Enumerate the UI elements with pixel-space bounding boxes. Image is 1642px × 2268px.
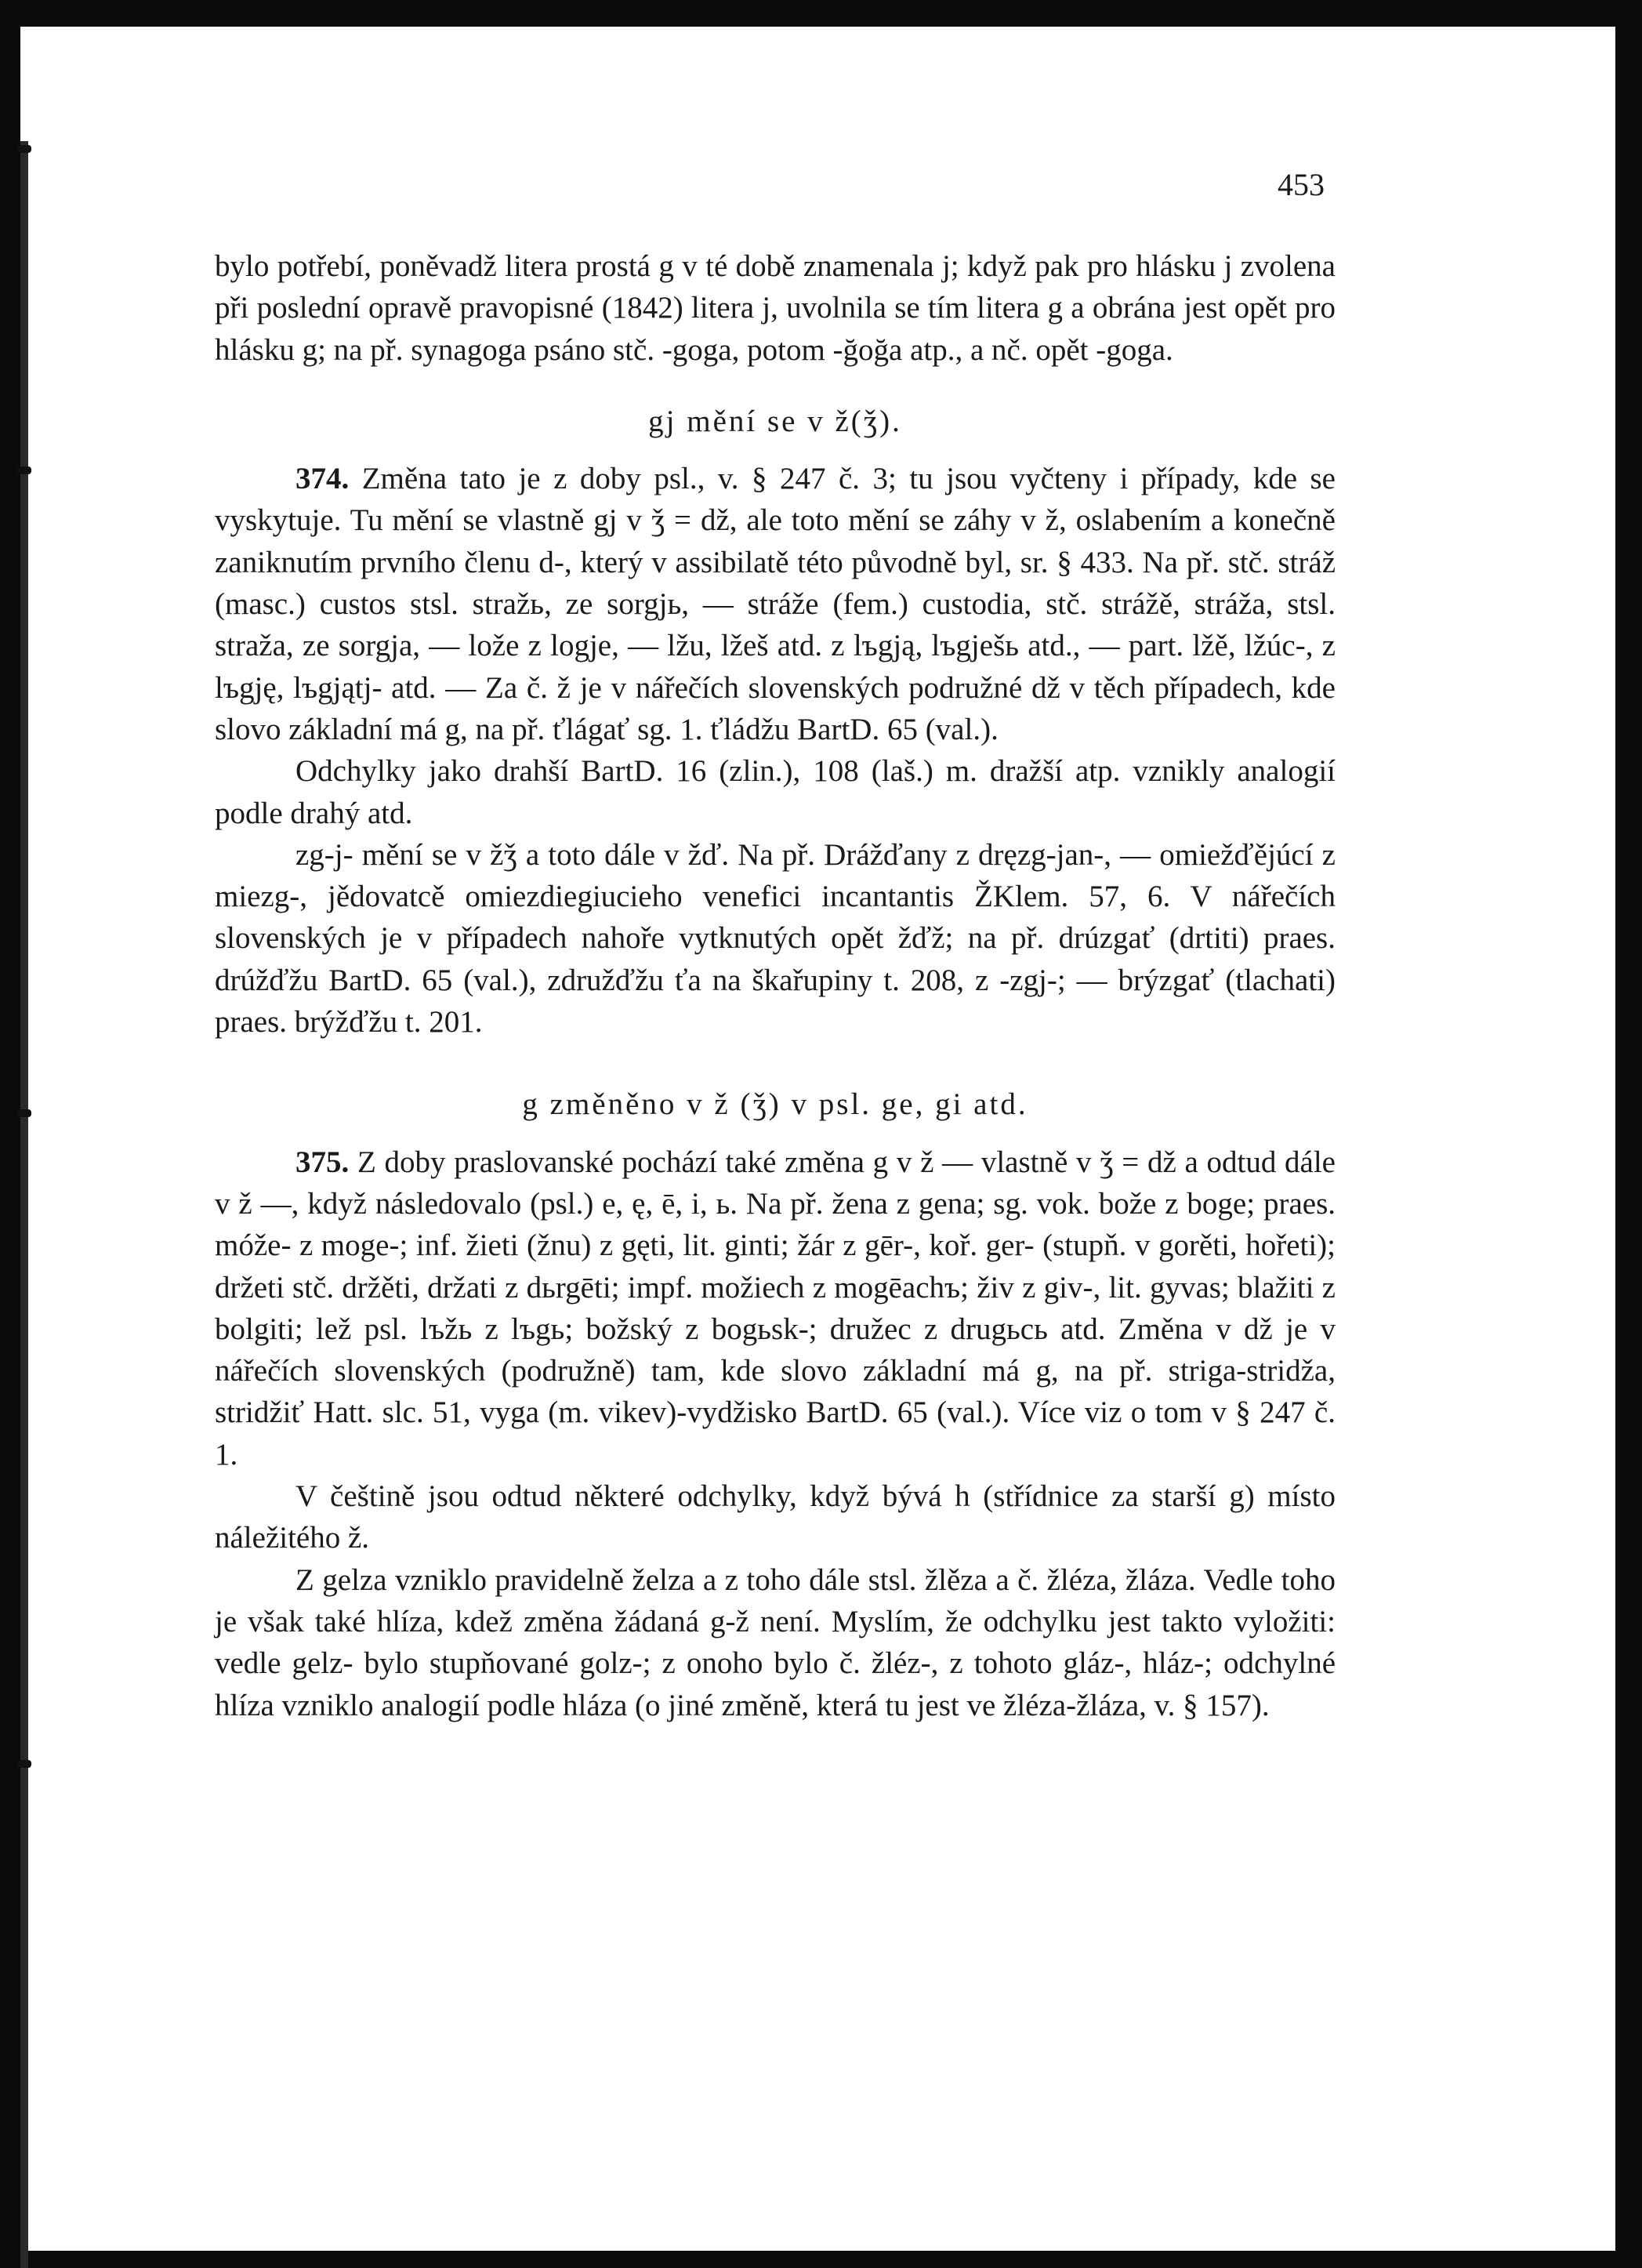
binding-mark — [17, 145, 31, 153]
scan-border-right — [1615, 0, 1642, 2268]
scan-border-left — [0, 0, 20, 2268]
binding-edge — [20, 141, 28, 2268]
paragraph-text: Změna tato je z doby psl., v. § 247 č. 3; tu jsou vyčteny i případy, kde se vyskytuje. Tu mění se vlastně gj v ǯ = dž, ale toto mění se záhy v ž, oslabením a konečně zaniknutím prvního členu d-, který v assibilatě této původně byl, sr. § 433. Na př. stč. stráž (masc.) custos stsl. stražь, ze sorgjь, — stráže (fem.) custodia, stč. strážě, stráža, stsl. straža, ze sorgja, — lože z logje, — lžu, lžeš atd. z lъgją, lъgješь atd., — part. lžě, lžúc-, z lъgję, lъgjątj- atd. — Za č. ž je v nářečích slovenských podružné dž v těch případech, kde slovo základní má g, na př. ťlágať sg. 1. ťládžu BartD. 65 (val.). — [215, 462, 1336, 746]
section-number: 374. — [295, 462, 350, 496]
section-number: 375. — [295, 1145, 350, 1179]
scan-border-bottom — [0, 2251, 1642, 2268]
page-text — [215, 245, 1336, 1726]
numbered-paragraph — [215, 1141, 1336, 1475]
paragraph: Odchylky jako drahší BartD. 16 (zlin.), 108 (laš.) m. dražší atp. vznikly analogií podle drahý atd. — [215, 754, 1336, 830]
paragraph: bylo potřebí, poněvadž litera prostá g v té době znamenala j; když pak pro hlásku j zvolena při poslední opravě pravopisné (1842) litera j, uvolnila se tím litera g a obrána jest opět pro hlásku g; na př. synagoga psáno stč. -goga, potom -ğoğa atp., a nč. opět -goga. — [215, 249, 1336, 367]
numbered-paragraph — [215, 458, 1336, 750]
paragraph: Z gelza vzniklo pravidelně želza a z toho dále stsl. žlěza a č. žléza, žláza. Vedle toho je však také hlíza, kdež změna žádaná g-ž není. Myslím, že odchylku jest takto vyložiti: vedle gelz- bylo stupňované golz-; z onoho bylo č. žléz-, z tohoto gláz-, hláz-; odchylné hlíza vzniklo analogií podle hláza (o jiné změně, která tu jest ve žléza-žláza, v. § 157). — [215, 1562, 1336, 1722]
page-number: 453 — [1278, 167, 1325, 202]
paragraph: V češtině jsou odtud některé odchylky, když bývá h (střídnice za starší g) místo náležitého ž. — [215, 1479, 1336, 1555]
binding-mark — [17, 466, 31, 474]
binding-mark — [17, 1760, 31, 1768]
section-heading: gj mění se v ž(ǯ). — [648, 404, 902, 438]
binding-mark — [17, 1109, 31, 1117]
scan-border-top — [0, 0, 1642, 27]
paragraph-text: Z doby praslovanské pochází také změna g v ž — vlastně v ǯ = dž a odtud dále v ž —, když následovalo (psl.) e, ę, ē, i, ь. Na př. žena z gena; sg. vok. bože z boge; praes. móže- z moge-; inf. žieti (žnu) z gęti, lit. ginti; žár z gēr-, koř. ger- (stupň. v gorěti, hořeti); držeti stč. držěti, držati z dьrgēti; impf. možiech z mogēachъ; živ z giv-, lit. gyvas; blažiti z bolgiti; lež psl. lъžь z lъgь; božský z bogьsk-; družec z drugьcь atd. Změna v dž je v nářečích slovenských (podružně) tam, kde slovo základní má g, na př. striga-stridža, stridžiť Hatt. slc. 51, vyga (m. vikev)-vydžisko BartD. 65 (val.). Více viz o tom v § 247 č. 1. — [215, 1145, 1336, 1471]
paragraph: zg-j- mění se v žǯ a toto dále v žď. Na př. Drážďany z dręzg-jan-, — omiežďějúcí z miezg-, jědovatcě omiezdiegiucieho venefici incantantis ŽKlem. 57, 6. V nářečích slovenských je v případech nahoře vytknutých opět žďž; na př. drúzgať (drtiti) praes. drúžďžu BartD. 65 (val.), združďžu ťa na škařupiny t. 208, z -zgj-; — brýzgať (tlachati) praes. brýžďžu t. 201. — [215, 837, 1336, 1040]
section-heading: g změněno v ž (ǯ) v psl. ge, gi atd. — [522, 1087, 1028, 1122]
